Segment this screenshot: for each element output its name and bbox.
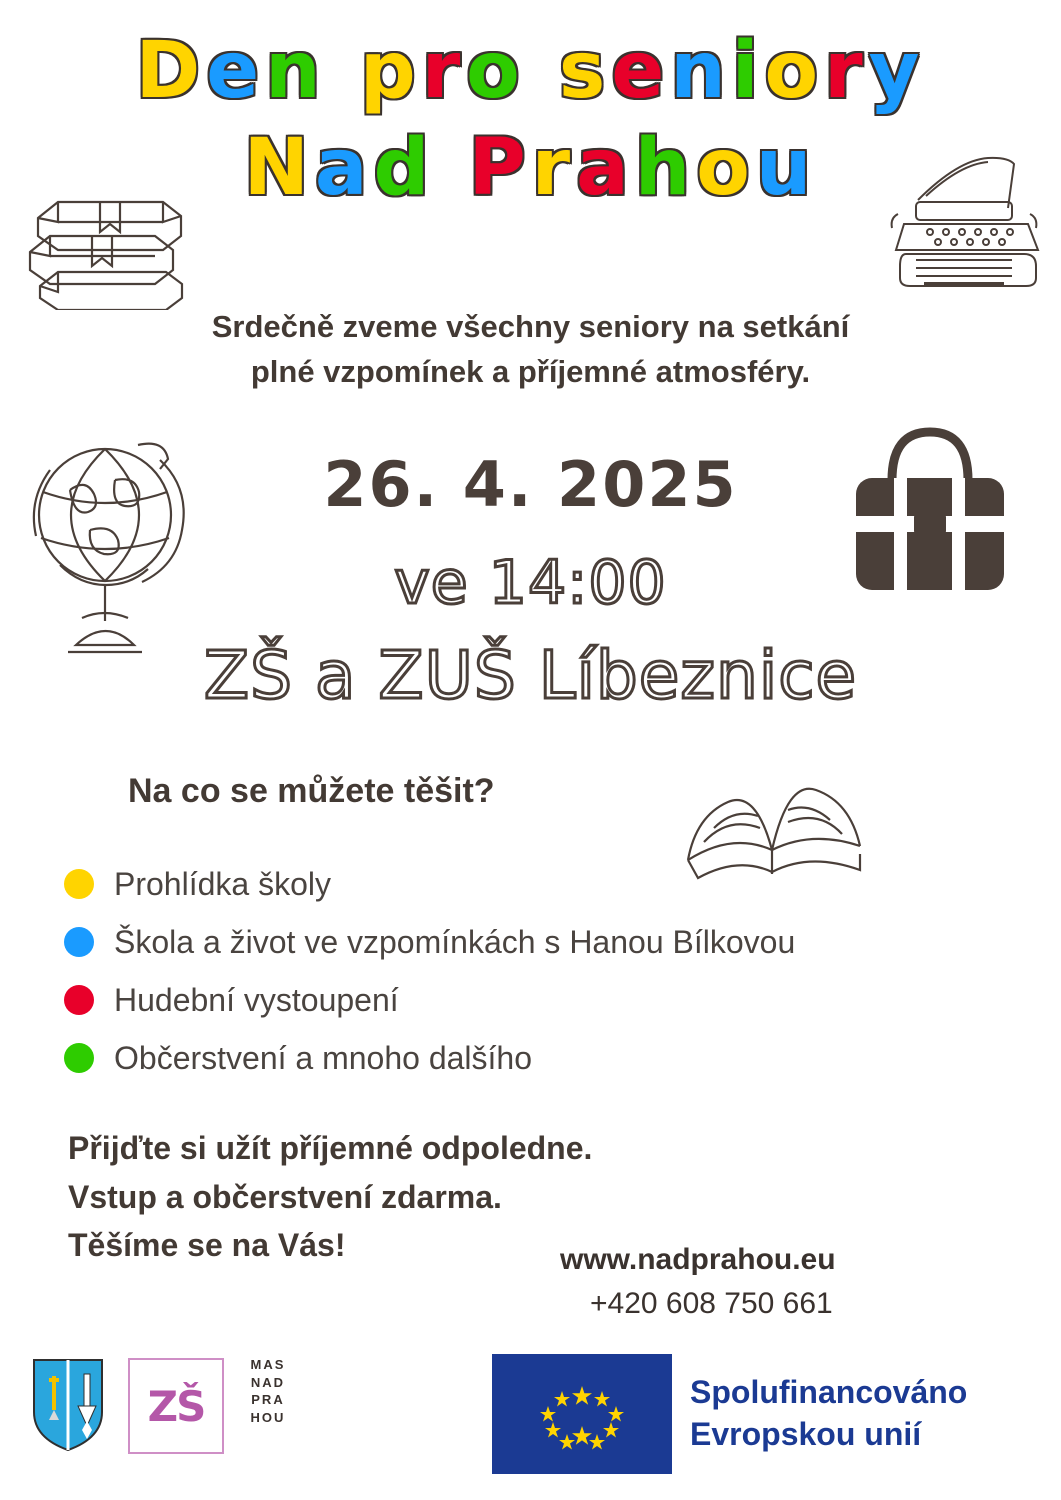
closing-line-3: Těšíme se na Vás! (68, 1227, 346, 1264)
title-letter: i (731, 26, 765, 116)
bullet-label: Škola a život ve vzpomínkách s Hanou Bílkovou (114, 923, 796, 960)
title-letter: a (576, 123, 635, 214)
phone-number[interactable]: +420 608 750 661 (590, 1286, 833, 1320)
title-letter: d (373, 123, 436, 214)
eu-cofunding-text (690, 1372, 967, 1455)
bullet-label: Hudební vystoupení (114, 981, 399, 1018)
title-line-1 (0, 28, 1061, 115)
closing-line-1: Přijďte si užít příjemné odpoledne. (68, 1130, 593, 1166)
title-letter: P (468, 123, 532, 214)
contact-block (560, 1238, 1030, 1325)
title-letter: a (314, 123, 374, 214)
title-letter (327, 28, 360, 115)
website-link[interactable]: www.nadprahou.eu (560, 1243, 836, 1276)
title-letter: n (670, 26, 732, 116)
title-letter: D (135, 26, 207, 116)
title-letter: r (531, 123, 577, 214)
bullet-label: Občerstvení a mnoho dalšího (114, 1039, 533, 1076)
intro-text (0, 305, 1061, 395)
mas-logo-line: PRA (251, 1392, 285, 1408)
event-date: 26. 4. 2025 (323, 448, 738, 521)
title-letter: o (764, 26, 825, 116)
mas-logo-line: MAS (250, 1357, 286, 1372)
bullet-dot-icon (64, 869, 94, 899)
eu-flag-icon (492, 1354, 672, 1474)
intro-line-1: Srdečně zveme všechny seniory na setkání (211, 309, 850, 344)
list-item (64, 913, 1054, 971)
zus-logo-text: ZŠ (147, 1381, 205, 1431)
bullet-label: Prohlídka školy (114, 865, 331, 902)
closing-line-2: Vstup a občerstvení zdarma. (68, 1178, 502, 1215)
event-time: ve 14:00 (394, 548, 667, 618)
list-item (64, 971, 1054, 1029)
title-letter: N (243, 123, 315, 214)
bullet-dot-icon (64, 1043, 94, 1073)
title-line-2 (0, 125, 1061, 212)
title-letter (526, 28, 559, 115)
intro-line-2: plné vzpomínek a příjemné atmosféry. (250, 353, 811, 389)
event-place: ZŠ a ZUŠ Líbeznice (203, 637, 858, 714)
title-letter: e (206, 26, 266, 116)
title-letter: h (634, 123, 697, 214)
footer-logos (0, 1348, 1061, 1478)
list-item (64, 1029, 1054, 1087)
title-letter: r (824, 26, 869, 116)
title-letter: p (359, 26, 422, 116)
program-question: Na co se můžete těšit? (128, 772, 495, 810)
poster-title (0, 28, 1061, 213)
title-letter: u (755, 123, 818, 214)
title-letter (435, 125, 468, 212)
municipal-crest-icon (30, 1356, 106, 1452)
title-letter: y (868, 26, 926, 116)
mas-nad-prahou-logo (238, 1356, 298, 1426)
bullet-dot-icon (64, 927, 94, 957)
title-letter: o (466, 26, 526, 116)
program-list (64, 855, 1054, 1087)
title-letter: n (265, 26, 327, 116)
mas-logo-line: NAD (250, 1374, 286, 1390)
bullet-dot-icon (64, 985, 94, 1015)
title-letter: s (558, 26, 612, 116)
title-letter: r (421, 26, 467, 116)
zus-logo (128, 1358, 224, 1454)
title-letter: o (696, 123, 756, 214)
eu-text-line-2: Evropskou unií (690, 1415, 922, 1452)
list-item (64, 855, 1054, 913)
title-letter: e (611, 26, 671, 116)
mas-logo-line: HOU (250, 1409, 286, 1425)
closing-text (68, 1124, 592, 1270)
eu-text-line-1: Spolufinancováno (690, 1374, 968, 1410)
